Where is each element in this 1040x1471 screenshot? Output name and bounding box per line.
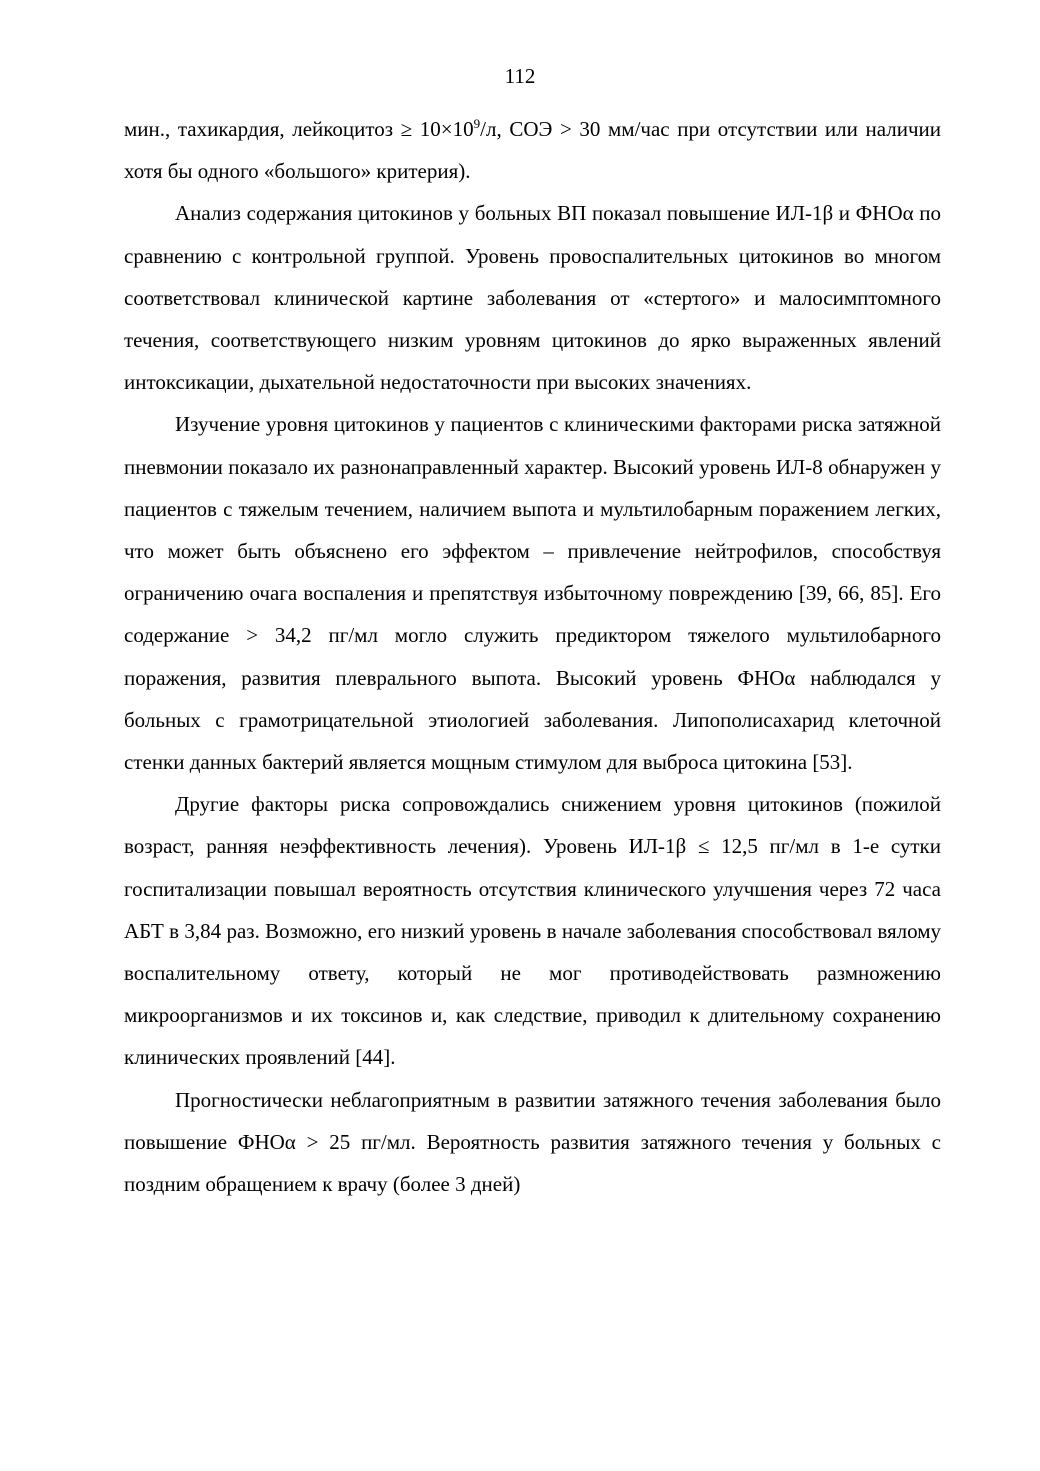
paragraph-other-factors: Другие факторы риска сопровождались снижением уровня цитокинов (пожилой возраст, ранняя неэффективность лечения). Уровень ИЛ-1β ≤ 12,5 пг/мл в 1-е сутки госпитализации повышал вероятность отсутствия клинического улучшения через 72 часа АБТ в 3,84 раз. Возможно, его низкий уровень в начале заболевания способствовал вялому воспалительному ответу, который не мог противодействовать размножению микроорганизмов и их токсинов и, как следствие, приводил к длительному сохранению клинических проявлений [44]. bbox=[124, 792, 941, 1070]
paragraph-prognosis: Прогностически неблагоприятным в развитии затяжного течения заболевания было повышение ФНОα > 25 пг/мл. Вероятность развития затяжного течения у больных с поздним обращением к врачу (более 3 дней) bbox=[124, 1087, 941, 1197]
paragraph-text: /л, СОЭ > 30 мм/час при отсутствии или наличии хотя бы одного «большого» критерия). bbox=[124, 117, 941, 184]
paragraph-continuation bbox=[124, 108, 941, 192]
page-body bbox=[124, 108, 941, 1205]
page-number: 112 bbox=[504, 64, 536, 88]
paragraph-risk-factors: Изучение уровня цитокинов у пациентов с клиническими факторами риска затяжной пневмонии показало их разнонаправленный характер. Высокий уровень ИЛ-8 обнаружен у пациентов с тяжелым течением, наличием выпота и мультилобарным поражением легких, что может быть объяснено его эффектом – привлечение нейтрофилов, способствуя ограничению очага воспаления и препятствуя избыточному повреждению [39, 66, 85]. Его содержание > 34,2 пг/мл могло служить предиктором тяжелого мультилобарного поражения, развития плеврального выпота. Высокий уровень ФНОα наблюдался у больных с грамотрицательной этиологией заболевания. Липополисахарид клеточной стенки данных бактерий является мощным стимулом для выброса цитокина [53]. bbox=[124, 412, 941, 775]
superscript-exponent: 9 bbox=[473, 116, 481, 131]
paragraph-cytokine-analysis: Анализ содержания цитокинов у больных ВП показал повышение ИЛ-1β и ФНОα по сравнению с контрольной группой. Уровень провоспалительных цитокинов во многом соответствовал клинической картине заболевания от «стертого» и малосимптомного течения, соответствующего низким уровням цитокинов до ярко выраженных явлений интоксикации, дыхательной недостаточности при высоких значениях. bbox=[124, 201, 941, 395]
paragraph-text: мин., тахикардия, лейкоцитоз ≥ 10×10 bbox=[124, 117, 474, 141]
